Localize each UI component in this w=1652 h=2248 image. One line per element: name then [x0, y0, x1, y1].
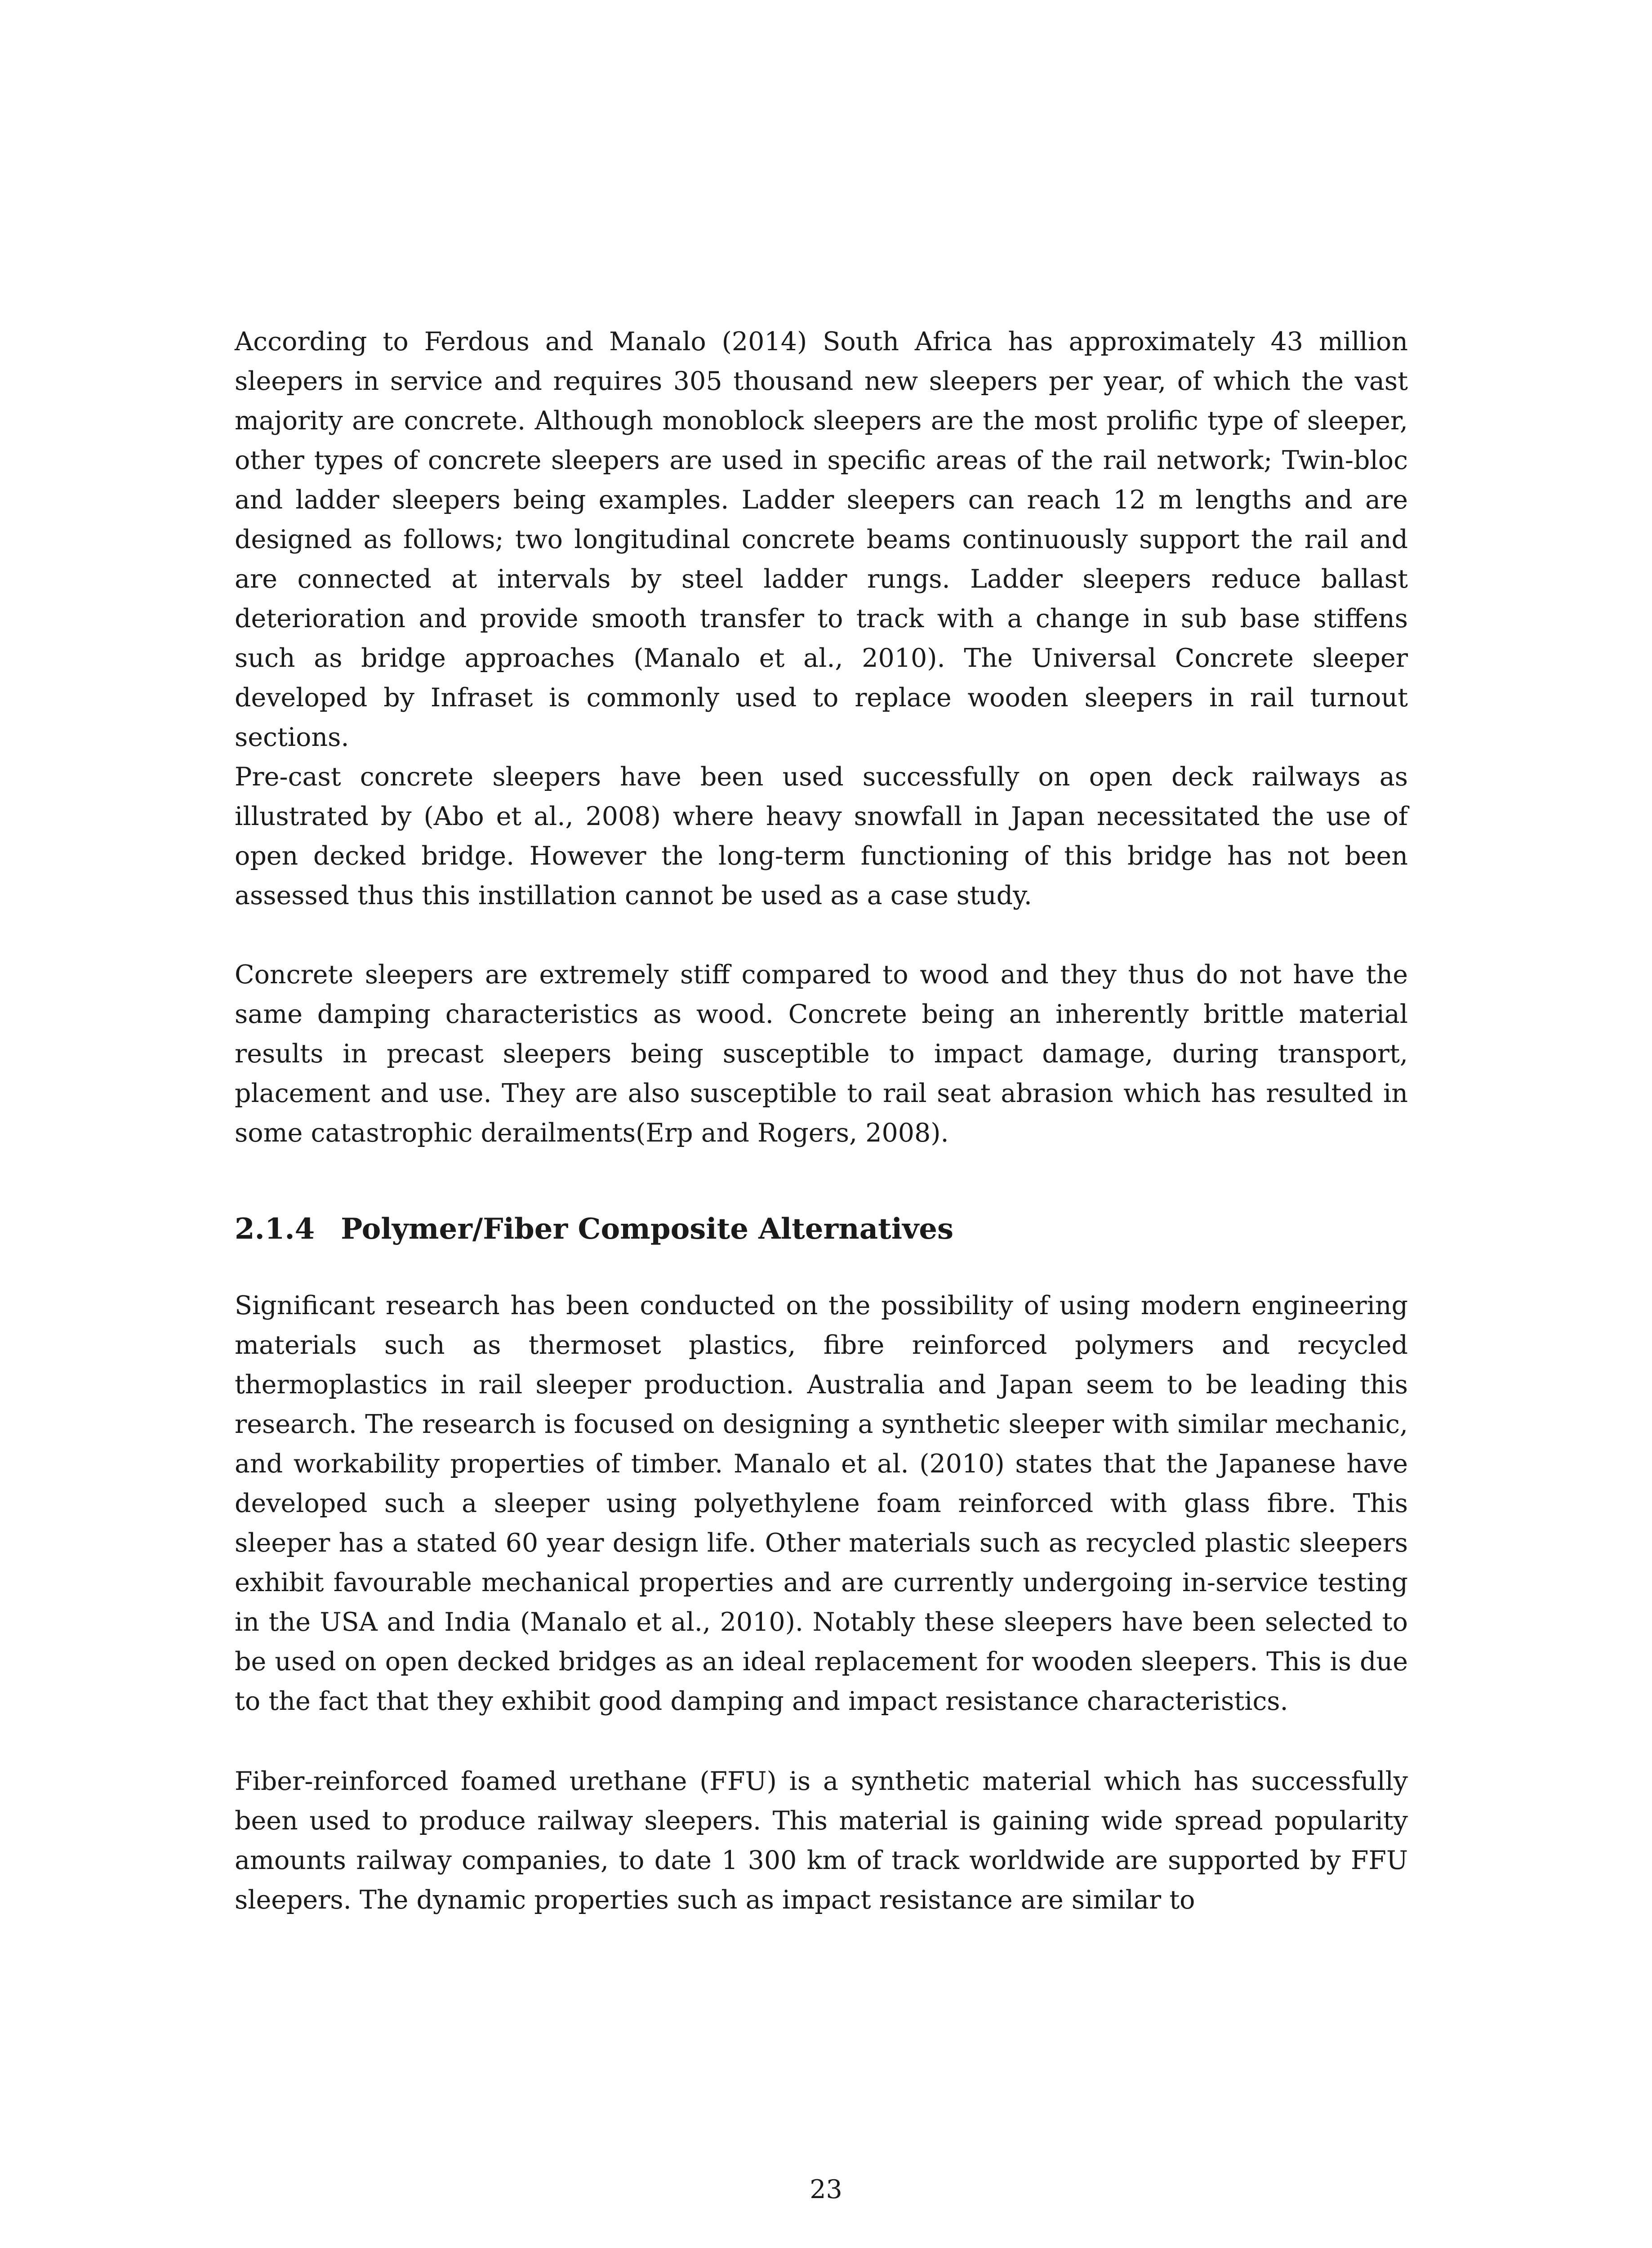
body-paragraph: Pre-cast concrete sleepers have been used successfully on open deck railways as illustrated by (Abo et al., 2008) where heavy snowfall in Japan necessitated the use of open decked bridge. However the long-term functioning of this bridge has not been assessed thus this instillation cannot be used as a case study.: [235, 762, 1408, 910]
body-paragraph: According to Ferdous and Manalo (2014) South Africa has approximately 43 million sleepers in service and requires 305 thousand new sleepers per year, of which the vast majority are concrete. Although monoblock sleepers are the most prolific type of sleeper, other types of concrete sleepers are used in specific areas of the rail network; Twin-bloc and ladder sleepers being examples. Ladder sleepers can reach 12 m lengths and are designed as follows; two longitudinal concrete beams continuously support the rail and are connected at intervals by steel ladder rungs. Ladder sleepers reduce ballast deterioration and provide smooth transfer to track with a change in sub base stiffens such as bridge approaches (Manalo et al., 2010). The Universal Concrete sleeper developed by Infraset is commonly used to replace wooden sleepers in rail turnout sections.: [235, 327, 1408, 752]
section-title: Polymer/Fiber Composite Alternatives: [341, 1212, 953, 1246]
body-paragraph: Fiber-reinforced foamed urethane (FFU) is a synthetic material which has successfully been used to produce railway sleepers. This material is gaining wide spread popularity amounts railway companies, to date 1 300 km of track worldwide are supported by FFU sleepers. The dynamic properties such as impact resistance are similar to: [235, 1766, 1408, 1915]
body-paragraph: Concrete sleepers are extremely stiff compared to wood and they thus do not have the same damping characteristics as wood. Concrete being an inherently brittle material results in precast sleepers being susceptible to impact damage, during transport, placement and use. They are also susceptible to rail seat abrasion which has resulted in some catastrophic derailments(Erp and Rogers, 2008).: [235, 960, 1408, 1148]
body-paragraph: Significant research has been conducted on the possibility of using modern engineering materials such as thermoset plastics, fibre reinforced polymers and recycled thermoplastics in rail sleeper production. Australia and Japan seem to be leading this research. The research is focused on designing a synthetic sleeper with similar mechanic, and workability properties of timber. Manalo et al. (2010) states that the Japanese have developed such a sleeper using polyethylene foam reinforced with glass fibre. This sleeper has a stated 60 year design life. Other materials such as recycled plastic sleepers exhibit favourable mechanical properties and are currently undergoing in-service testing in the USA and India (Manalo et al., 2010). Notably these sleepers have been selected to be used on open decked bridges as an ideal replacement for wooden sleepers. This is due to the fact that they exhibit good damping and impact resistance characteristics.: [235, 1291, 1408, 1716]
section-heading: [235, 1209, 1408, 1249]
section-number: 2.1.4: [235, 1212, 315, 1246]
page-number: 23: [810, 2175, 842, 2204]
